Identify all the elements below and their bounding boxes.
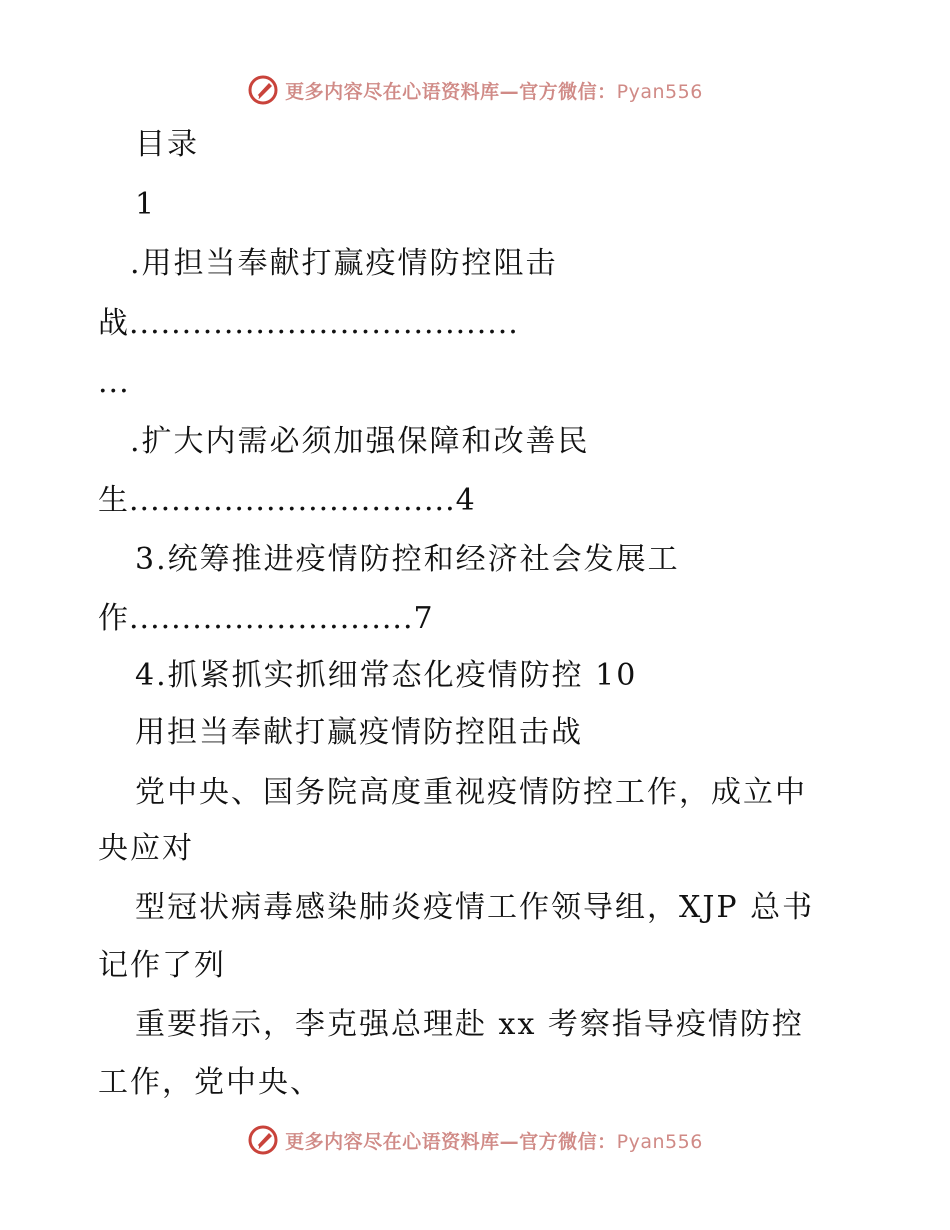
toc-item: .扩大内需必须加强保障和改善民 (130, 424, 590, 459)
pen-quill-logo-icon (247, 74, 279, 106)
banner-text: 更多内容尽在心语资料库—官方微信：Pyan556 (285, 80, 703, 103)
toc-item-leader: 作...........................7 (98, 601, 434, 636)
header-banner (0, 70, 950, 110)
pen-quill-logo-icon (247, 1124, 279, 1156)
wechat-id: Pyan556 (616, 1130, 703, 1153)
paragraph-line: 工作，党中央、 (98, 1065, 322, 1100)
toc-item: .用担当奉献打赢疫情防控阻击 (130, 246, 558, 281)
toc-item-leader: ... (98, 365, 130, 400)
paragraph-line: 记作了列 (98, 948, 226, 983)
toc-item: 3.统筹推进疫情防控和经济社会发展工 (135, 542, 680, 577)
wechat-id: Pyan556 (616, 80, 703, 103)
toc-item-leader: 战..................................... (98, 306, 519, 341)
toc-item-leader: 生...............................4 (98, 483, 476, 518)
footer-banner (0, 1120, 950, 1160)
toc-title: 目录 (135, 127, 199, 162)
paragraph-line: 型冠状病毒感染肺炎疫情工作领导组，XJP 总书 (135, 890, 815, 925)
banner-text: 更多内容尽在心语资料库—官方微信：Pyan556 (285, 1130, 703, 1153)
paragraph-line: 央应对 (98, 831, 194, 866)
toc-item: 4.抓紧抓实抓细常态化疫情防控 10 (135, 658, 638, 693)
paragraph-line: 重要指示，李克强总理赴 xx 考察指导疫情防控 (135, 1007, 804, 1042)
toc-number: 1 (135, 187, 157, 222)
paragraph-line: 党中央、国务院高度重视疫情防控工作，成立中 (135, 775, 807, 810)
section-heading: 用担当奉献打赢疫情防控阻击战 (135, 715, 583, 750)
